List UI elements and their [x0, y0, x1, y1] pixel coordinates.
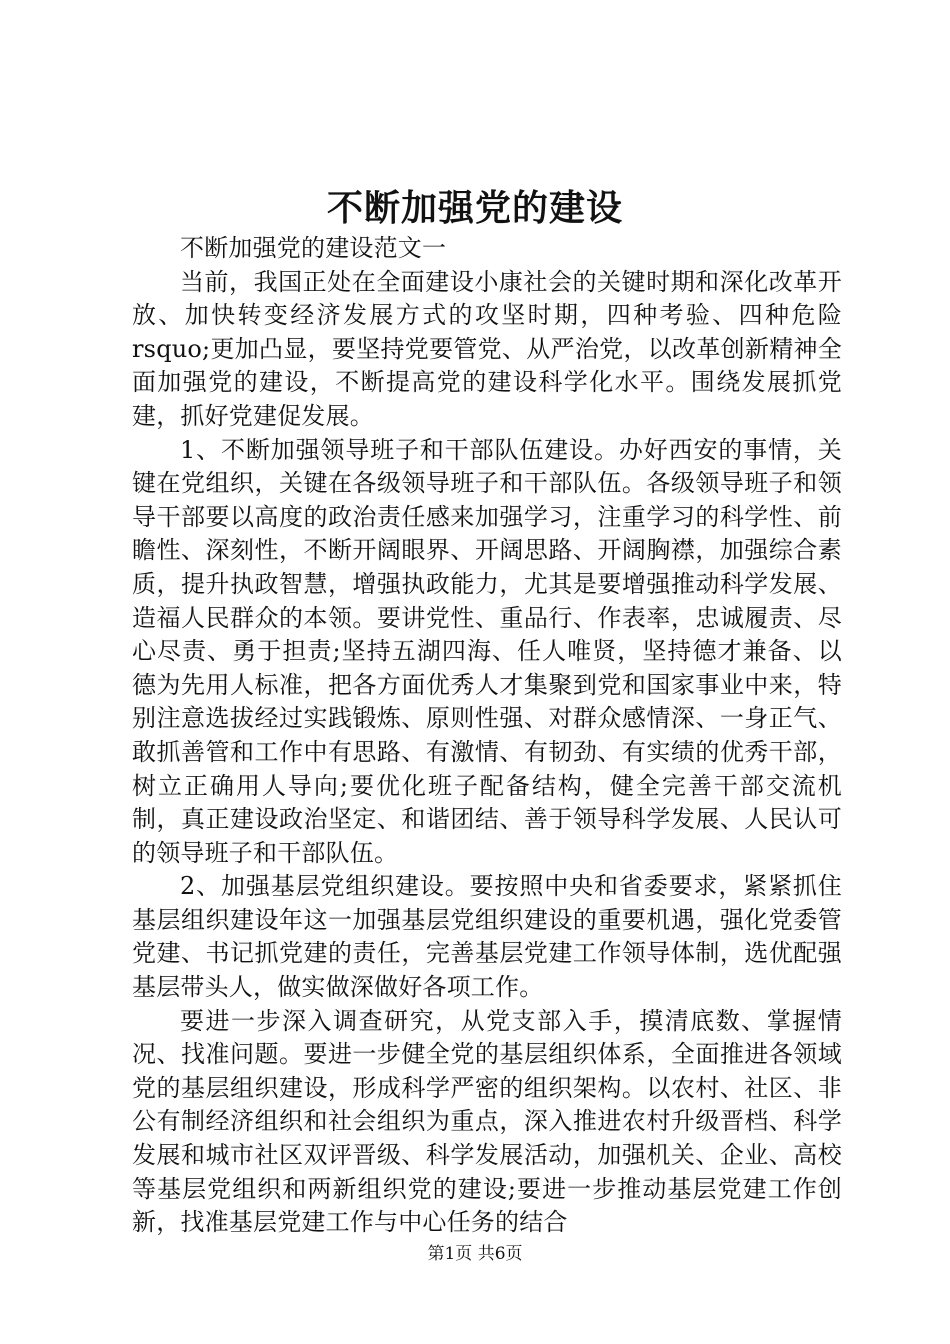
paragraph-intro: 当前，我国正处在全面建设小康社会的关键时期和深化改革开放、加快转变经济发展方式的攻坚时期，四种考验、四种危险rsquo;更加凸显，要坚持党要管党、从严治党，以改革创新精神全面加强党的建设，不断提高党的建设科学化水平。围绕发展抓党建，抓好党建促发展。 [132, 267, 842, 430]
paragraph-research: 要进一步深入调查研究，从党支部入手，摸清底数、掌握情况、找准问题。要进一步健全党的基层组织体系，全面推进各领域党的基层组织建设，形成科学严密的组织架构。以农村、社区、非公有制经济组织和社会组织为重点，深入推进农村升级晋档、科学发展和城市社区双评晋级、科学发展活动，加强机关、企业、高校等基层党组织和两新组织党的建设;要进一步推动基层党建工作创新，找准基层党建工作与中心任务的结合 [132, 1006, 842, 1237]
paragraph-grassroots: 2、加强基层党组织建设。要按照中央和省委要求，紧紧抓住基层组织建设年这一加强基层党组织建设的重要机遇，强化党委管党建、书记抓党建的责任，完善基层党建工作领导体制，选优配强基层带头人，做实做深做好各项工作。 [132, 872, 842, 1002]
page-footer: 第1页 共6页 [427, 1244, 523, 1264]
document-body [132, 232, 842, 1240]
document-subtitle: 不断加强党的建设范文一 [180, 234, 447, 262]
document-title: 不断加强党的建设 [326, 187, 623, 229]
paragraph-leadership: 1、不断加强领导班子和干部队伍建设。办好西安的事情，关键在党组织，关键在各级领导班子和干部队伍。各级领导班子和领导干部要以高度的政治责任感来加强学习，注重学习的科学性、前瞻性、深刻性，不断开阔眼界、开阔思路、开阔胸襟，加强综合素质，提升执政智慧，增强执政能力，尤其是要增强推动科学发展、造福人民群众的本领。要讲党性、重品行、作表率，忠诚履责、尽心尽责、勇于担责;坚持五湖四海、任人唯贤，坚持德才兼备、以德为先用人标准，把各方面优秀人才集聚到党和国家事业中来，特别注意选拔经过实践锻炼、原则性强、对群众感情深、一身正气、敢抓善管和工作中有思路、有激情、有韧劲、有实绩的优秀干部，树立正确用人导向;要优化班子配备结构，健全完善干部交流机制，真正建设政治坚定、和谐团结、善于领导科学发展、人民认可的领导班子和干部队伍。 [132, 435, 842, 867]
